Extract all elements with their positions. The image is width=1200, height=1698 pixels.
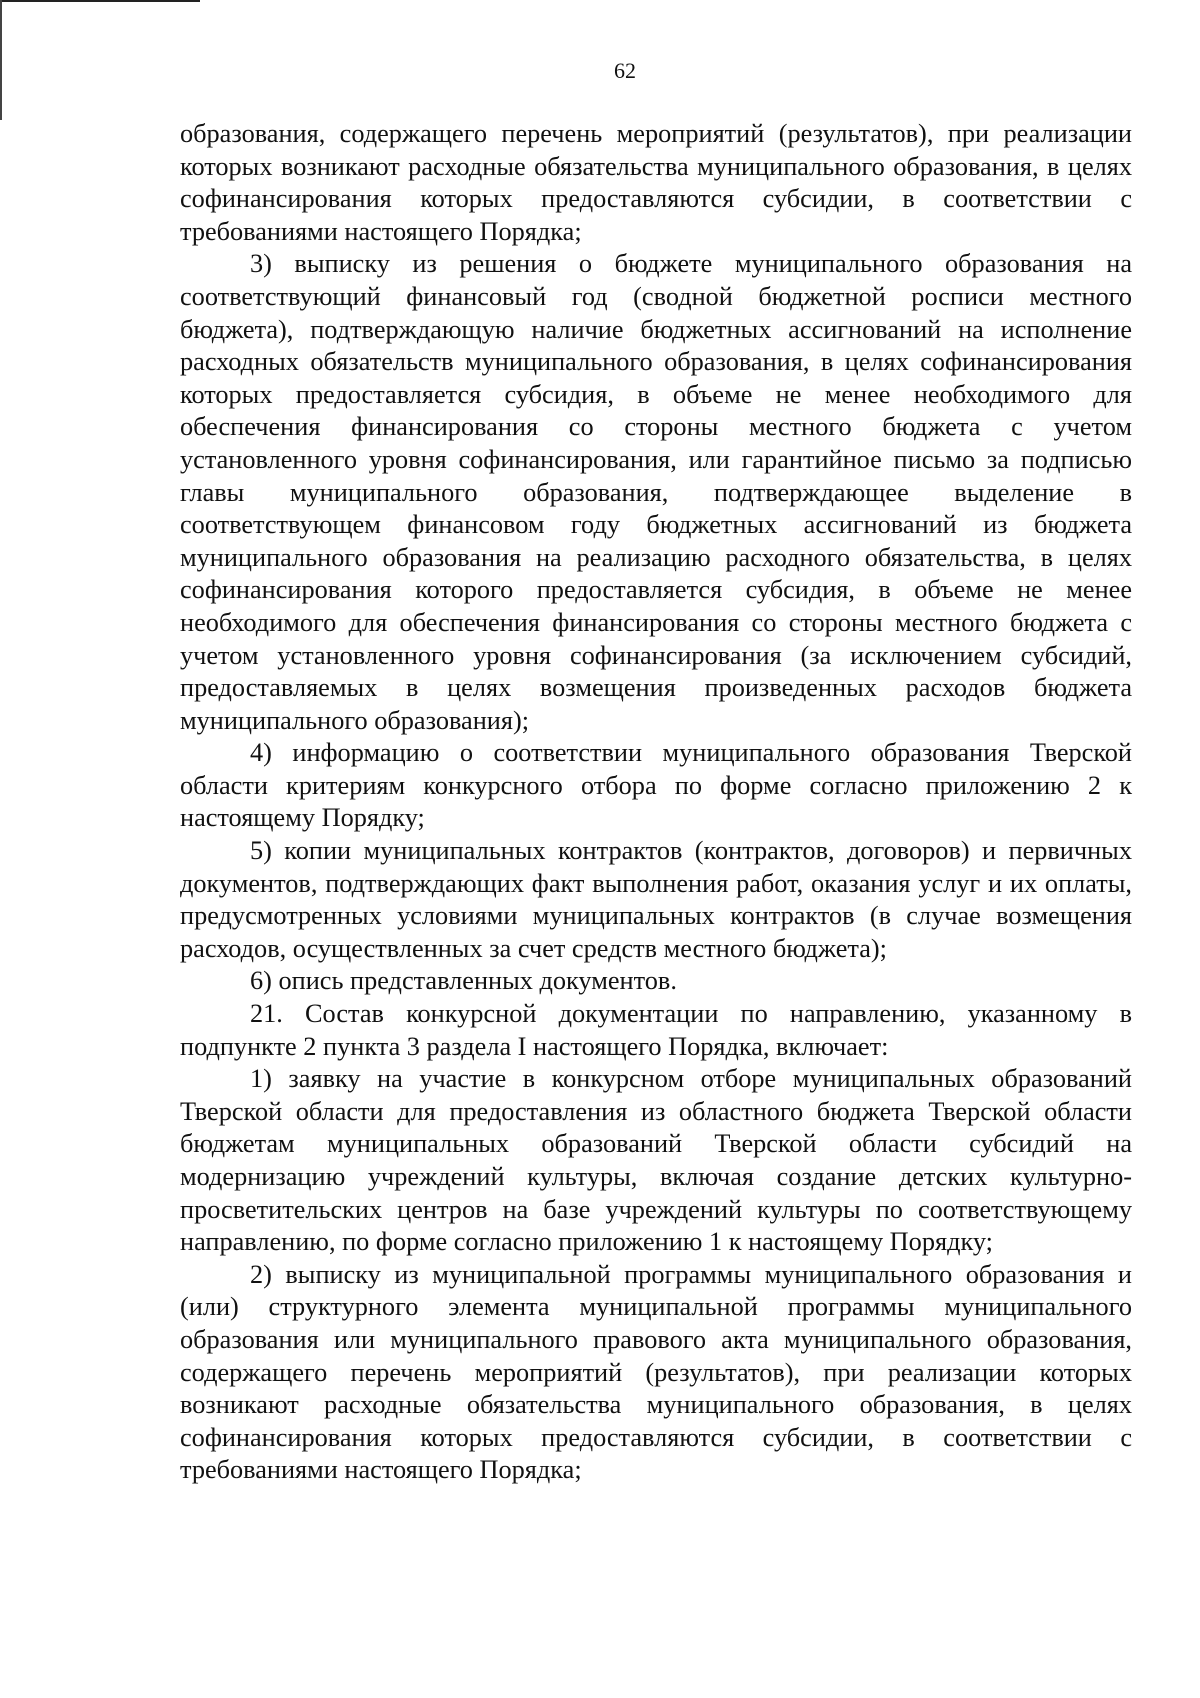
paragraph-section-21: 21. Состав конкурсной документации по направлению, указанному в подпункте 2 пункта 3 раздела I настоящего Порядка, включает: — [180, 999, 1132, 1061]
paragraph-item-4-criteria-info: 4) информацию о соответствии муниципального образования Тверской области критериям конкурсного отбора по форме согласно приложению 2 к настоящему Порядку; — [180, 738, 1132, 833]
paragraph-item-3-budget-extract: 3) выписку из решения о бюджете муниципального образования на соответствующий финансовый год (сводной бюджетной росписи местного бюджета), подтверждающую наличие бюджетных ассигнований на исполнение расходных обязательств муниципального образования, в целях софинансирования которых предоставляется субсидия, в объеме не менее необходимого для обеспечения финансирования со стороны местного бюджета с учетом установленного уровня софинансирования, или гарантийное письмо за подписью главы муниципального образования, подтверждающее выделение в соответствующем финансовом году бюджетных ассигнований из бюджета муниципального образования на реализацию расходного обязательства, в целях софинансирования которого предоставляется субсидия, в объеме не менее необходимого для обеспечения финансирования со стороны местного бюджета с учетом установленного уровня софинансирования (за исключением субсидий, предоставляемых в целях возмещения произведенных расходов бюджета муниципального образования); — [180, 249, 1132, 735]
paragraph-section-21-item-2-program-extract: 2) выписку из муниципальной программы муниципального образования и (или) структурного элемента муниципальной программы муниципального образования или муниципального правового акта муниципального образования, содержащего перечень мероприятий (результатов), при реализации которых возникают расходные обязательства муниципального образования, в целях софинансирования которых предоставляются субсидии, в соответствии с требованиями настоящего Порядка; — [180, 1259, 1132, 1485]
paragraph-item-5-contract-copies: 5) копии муниципальных контрактов (контрактов, договоров) и первичных документов, подтверждающих факт выполнения работ, оказания услуг и их оплаты, предусмотренных условиями муниципальных контрактов (в случае возмещения расходов, осуществленных за счет средств местного бюджета); — [180, 836, 1132, 963]
document-body — [180, 118, 1132, 1487]
paragraph-section-21-item-1-application: 1) заявку на участие в конкурсном отборе муниципальных образований Тверской области для предоставления из областного бюджета Тверской области бюджетам муниципальных образований Тверской области субсидий на модернизацию учреждений культуры, включая создание детских культурно-просветительских центров на базе учреждений культуры по соответствующему направлению, по форме согласно приложению 1 к настоящему Порядку; — [180, 1064, 1132, 1257]
scan-edge-top — [0, 0, 200, 2]
paragraph-continuation: образования, содержащего перечень мероприятий (результатов), при реализации которых возникают расходные обязательства муниципального образования, в целях софинансирования которых предоставляются субсидии, в соответствии с требованиями настоящего Порядка; — [180, 119, 1132, 246]
page-number: 62 — [614, 58, 636, 83]
paragraph-item-6-document-list: 6) опись представленных документов. — [250, 966, 677, 996]
